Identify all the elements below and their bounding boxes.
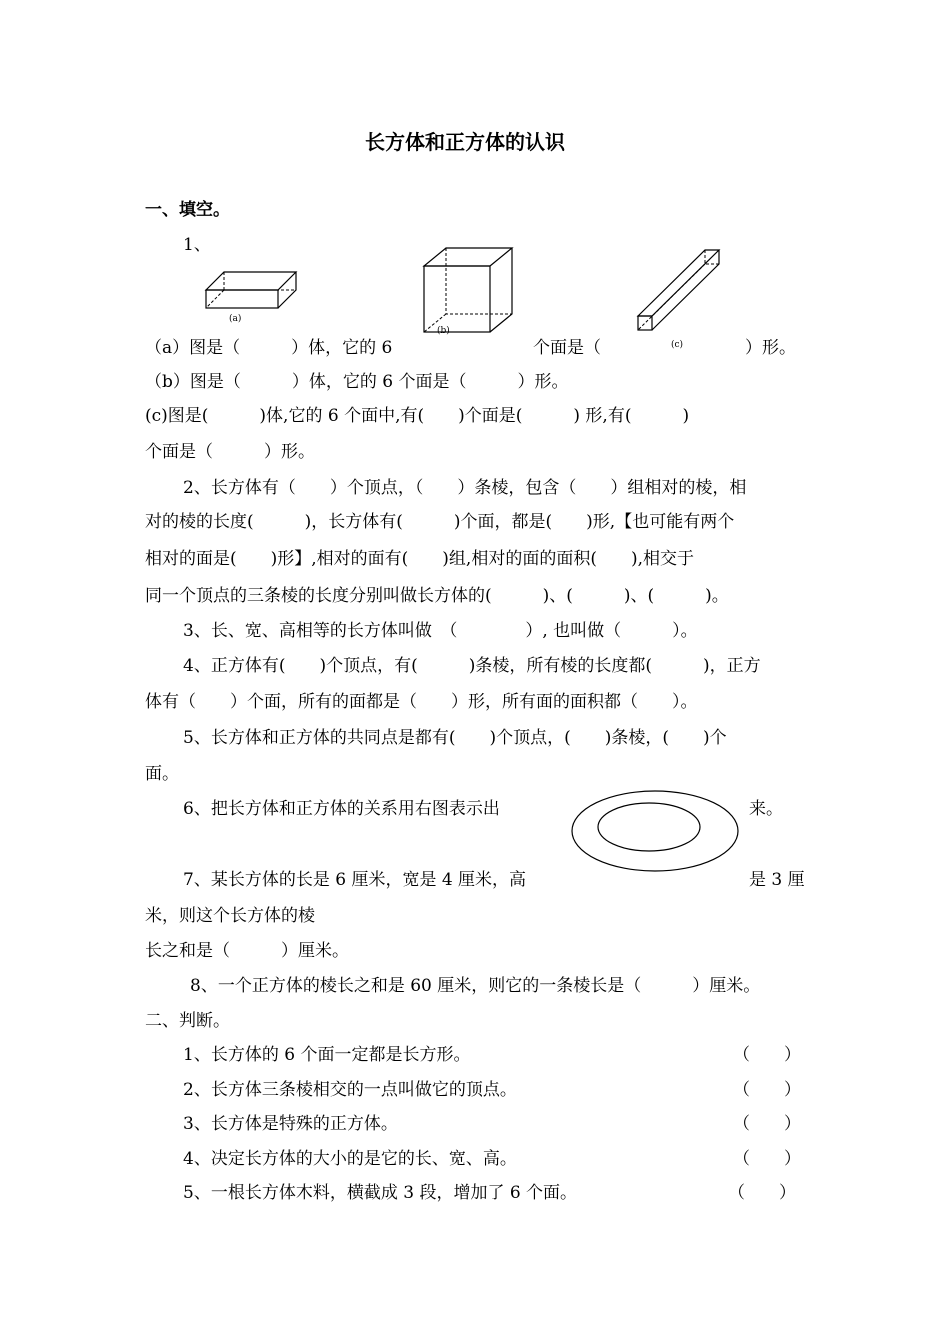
q1-line3: (c)图是( )体,它的 6 个面中,有( )个面是( ) 形,有( ) [145, 406, 690, 426]
q4-line2: 体有（ ）个面，所有的面都是（ ）形，所有面的面积都（ ）。 [145, 692, 698, 712]
q8: 8、一个正方体的棱长之和是 60 厘米，则它的一条棱长是（ ）厘米。 [190, 976, 761, 996]
cuboid-figure-a [200, 268, 310, 318]
cube-figure-b [420, 246, 520, 336]
q7-line1-right: 是 3 厘 [749, 870, 805, 890]
q7-line1-left: 7、某长方体的长是 6 厘米，宽是 4 厘米，高 [183, 870, 527, 890]
q5-line1: 5、长方体和正方体的共同点是都有( )个顶点，( )条棱，( )个 [183, 728, 727, 748]
judge-answer-blank-5[interactable]: （ ） [728, 1183, 796, 1203]
q2-line3: 相对的面是( )形】,相对的面有( )组,相对的面的面积( ),相交于 [145, 549, 695, 569]
q2-line4: 同一个顶点的三条棱的长度分别叫做长方体的( )、( )、( )。 [145, 586, 729, 606]
q1-line1-left: （a）图是（ ）体，它的 6 [145, 338, 393, 358]
q6-right: 来。 [749, 799, 783, 819]
q1-line2: （b）图是（ ）体，它的 6 个面是（ ）形。 [145, 372, 569, 392]
q2-line1: 2、长方体有（ ）个顶点，（ ）条棱，包含（ ）组相对的棱，相 [183, 478, 747, 498]
q3: 3、长、宽、高相等的长方体叫做 （ ）, 也叫做（ ）。 [183, 621, 698, 641]
q4-line1: 4、正方体有( )个顶点，有( )条棱，所有棱的长度都( )，正方 [183, 656, 761, 676]
section-heading-fill: 一、填空。 [145, 200, 230, 220]
set-relation-diagram [570, 790, 740, 872]
q2-line2: 对的棱的长度( )，长方体有( )个面，都是( )形,【也可能有两个 [145, 512, 735, 532]
judge-item-3: 3、长方体是特殊的正方体。 [183, 1114, 398, 1134]
judge-item-5: 5、一根长方体木料，横截成 3 段，增加了 6 个面。 [183, 1183, 578, 1203]
figure-label-b: (b) [437, 326, 450, 336]
q7-line3: 长之和是（ ）厘米。 [145, 941, 349, 961]
question-number: 1、 [183, 235, 211, 255]
q7-line2: 米，则这个长方体的棱 [145, 906, 315, 926]
judge-answer-blank-1[interactable]: （ ） [733, 1045, 801, 1065]
q1-line4: 个面是（ ）形。 [145, 442, 315, 462]
judge-item-2: 2、长方体三条棱相交的一点叫做它的顶点。 [183, 1080, 517, 1100]
judge-answer-blank-3[interactable]: （ ） [733, 1114, 801, 1134]
judge-answer-blank-2[interactable]: （ ） [733, 1080, 801, 1100]
q5-line2: 面。 [145, 764, 179, 784]
figure-label-a: (a) [229, 314, 242, 324]
judge-answer-blank-4[interactable]: （ ） [733, 1149, 801, 1169]
q6-left: 6、把长方体和正方体的关系用右图表示出 [183, 799, 500, 819]
q1-line1-right: ）形。 [745, 338, 796, 358]
page-title: 长方体和正方体的认识 [365, 130, 565, 154]
prism-figure-c [635, 246, 735, 336]
section-heading-judge: 二、判断。 [145, 1011, 230, 1031]
judge-item-4: 4、决定长方体的大小的是它的长、宽、高。 [183, 1149, 517, 1169]
q1-line1-mid: 个面是（ [533, 338, 601, 358]
figure-label-c: (c) [671, 340, 684, 350]
judge-item-1: 1、长方体的 6 个面一定都是长方形。 [183, 1045, 471, 1065]
